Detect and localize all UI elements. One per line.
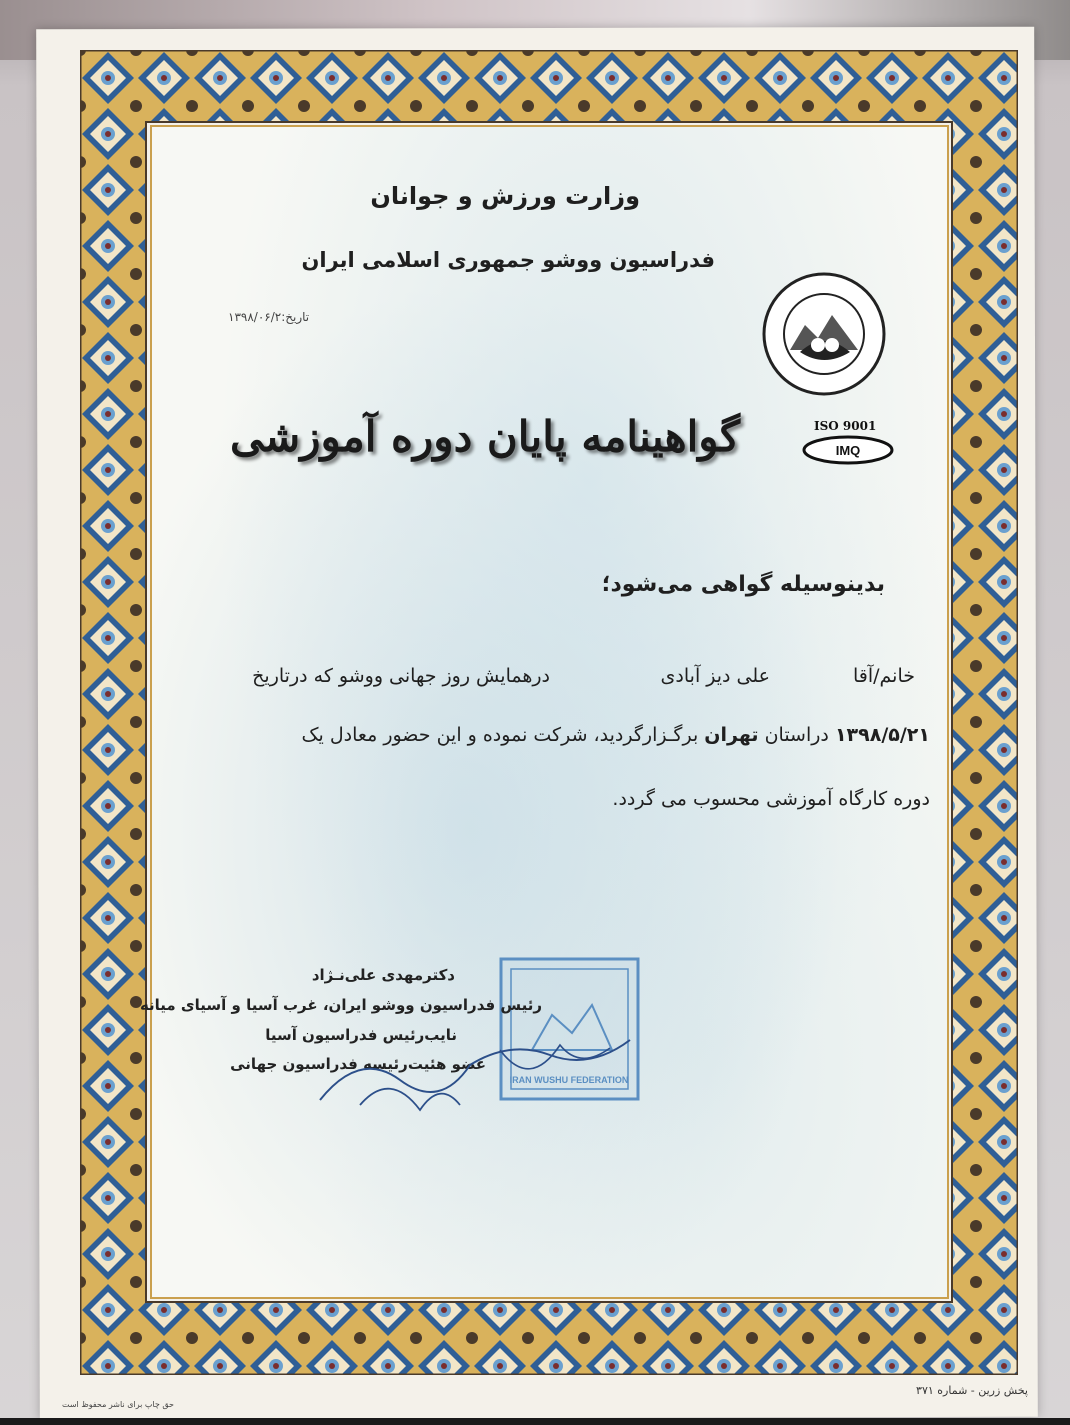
event-date: ۱۳۹۸/۵/۲۱ <box>834 724 930 746</box>
body-line-3: دوره کارگاه آموزشی محسوب می گردد. <box>612 788 930 810</box>
signatory-name: دکترمهدی علی‌نـژاد <box>311 966 455 984</box>
event-text: درهمایش روز جهانی ووشو که درتاریخ <box>252 665 550 687</box>
handwritten-signature <box>300 1010 640 1120</box>
ministry-heading: وزارت ورزش و جوانان <box>370 182 640 210</box>
signatory-role-1: رئیس فدراسیون ووشو ایران، غرب آسیا و آسیای میانه <box>139 996 542 1014</box>
body-line-2 <box>302 724 930 746</box>
stamp-text: IRAN WUSHU FEDERATION <box>509 1075 629 1085</box>
bottom-bar <box>0 1418 1070 1425</box>
signatory-role-3: عضو هئیت‌رئیسه فدراسیون جهانی <box>230 1055 486 1073</box>
federation-logo <box>760 270 888 398</box>
signatory-role-2: نایب‌رئیس فدراسیون آسیا <box>265 1026 457 1044</box>
issue-date: تاریخ:۱۳۹۸/۰۶/۲ <box>228 310 310 324</box>
certificate-title: گواهینامه پایان دوره آموزشی <box>230 412 740 461</box>
iso-label: ISO 9001 <box>814 419 877 433</box>
recipient-name: علی دیز آبادی <box>660 665 770 687</box>
body-text-b: برگـزارگردید، شرکت نموده و این حضور معادل یک <box>301 724 699 746</box>
hereby-statement: بدینوسیله گواهی می‌شود؛ <box>601 572 885 597</box>
federation-heading: فدراسیون ووشو جمهوری اسلامی ایران <box>301 248 715 272</box>
printer-info: پخش زرین - شماره ۳۷۱ <box>916 1384 1028 1397</box>
event-city: تهران <box>704 724 759 746</box>
iso-brand: IMQ <box>835 443 861 458</box>
copyright-note: حق چاپ برای ناشر محفوظ است <box>62 1400 174 1409</box>
salutation: خانم/آقا <box>852 665 915 687</box>
body-text-a: دراستان <box>764 724 829 746</box>
